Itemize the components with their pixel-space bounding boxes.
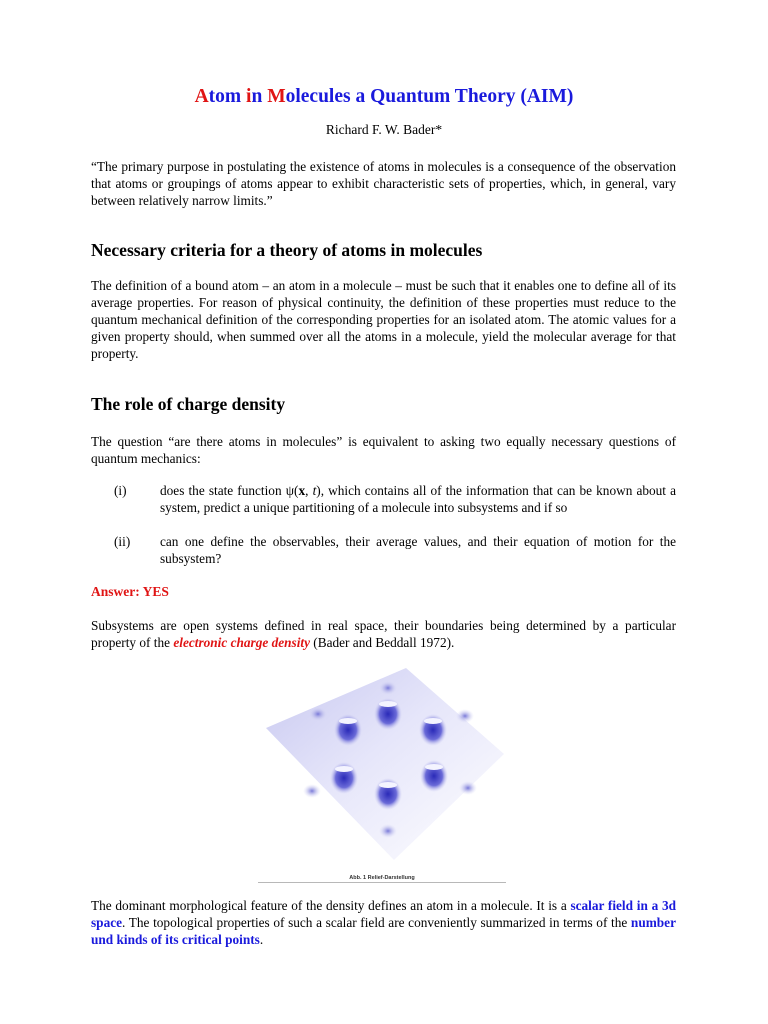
charge-density-relief-figure [258,666,506,882]
title-initial-a: A [194,86,209,107]
author: Richard F. W. Bader* [325,122,443,137]
list-item-text: can one define the observables, their average values, and their equation of motion for the subsystem? [160,534,676,566]
charge-density-highlight: electronic charge density [173,635,310,650]
document-title [0,86,768,108]
scalar-field-highlight: scalar field in a 3d space [91,898,676,930]
title-initial-i: i [246,86,252,107]
criteria-paragraph: The definition of a bound atom – an atom in a molecule – must be such that it enables one to define all of its average properties. For reason of physical continuity, the definition of these properties must reduce to the quantum mechanical definition of the corresponding properties for an isolated atom. The atomic values for a given property should, when summed over all the atoms in a molecule, yield the molecular average for that property. [91,278,676,361]
list-item [91,534,676,568]
list-item [91,483,676,534]
subsystems-paragraph: Subsystems are open systems defined in real space, their boundaries being determined by a particular property of the electronic charge density (Bader and Beddall 1972). [91,618,676,650]
section-heading-charge-density: The role of charge density [91,394,286,414]
title-part: tom [208,86,247,107]
title-initial-m: M [267,86,286,107]
question-paragraph: The question “are there atoms in molecules” is equivalent to asking two equally necessary questions of quantum mechanics: [91,434,676,466]
critical-points-highlight: number und kinds of its critical points [91,915,676,947]
answer-label: Answer: YES [91,584,169,599]
closing-paragraph: The dominant morphological feature of the density defines an atom in a molecule. It is a scalar field in a 3d space. The topological properties of such a scalar field are conveniently summarized in terms of the number und kinds of its critical points. [91,898,676,947]
list-item-number: (ii) [114,534,131,549]
list-item-text: does the state function ψ(x, t), which contains all of the information that can be known about a system, predict a unique partitioning of a molecule into subsystems and if so [160,483,677,515]
figure-caption: Abb. 1 Relief-Darstellung [258,874,506,883]
section-heading-criteria: Necessary criteria for a theory of atoms in molecules [91,240,483,260]
title-part: olecules a Quantum Theory (AIM) [285,86,574,107]
title-part: n [251,86,268,107]
list-item-number: (i) [114,483,127,498]
quote-paragraph: “The primary purpose in postulating the existence of atoms in molecules is a consequence of the observation that atoms or groupings of atoms appear to exhibit characteristic sets of properties, which, in general, vary between relatively narrow limits.” [91,159,676,208]
